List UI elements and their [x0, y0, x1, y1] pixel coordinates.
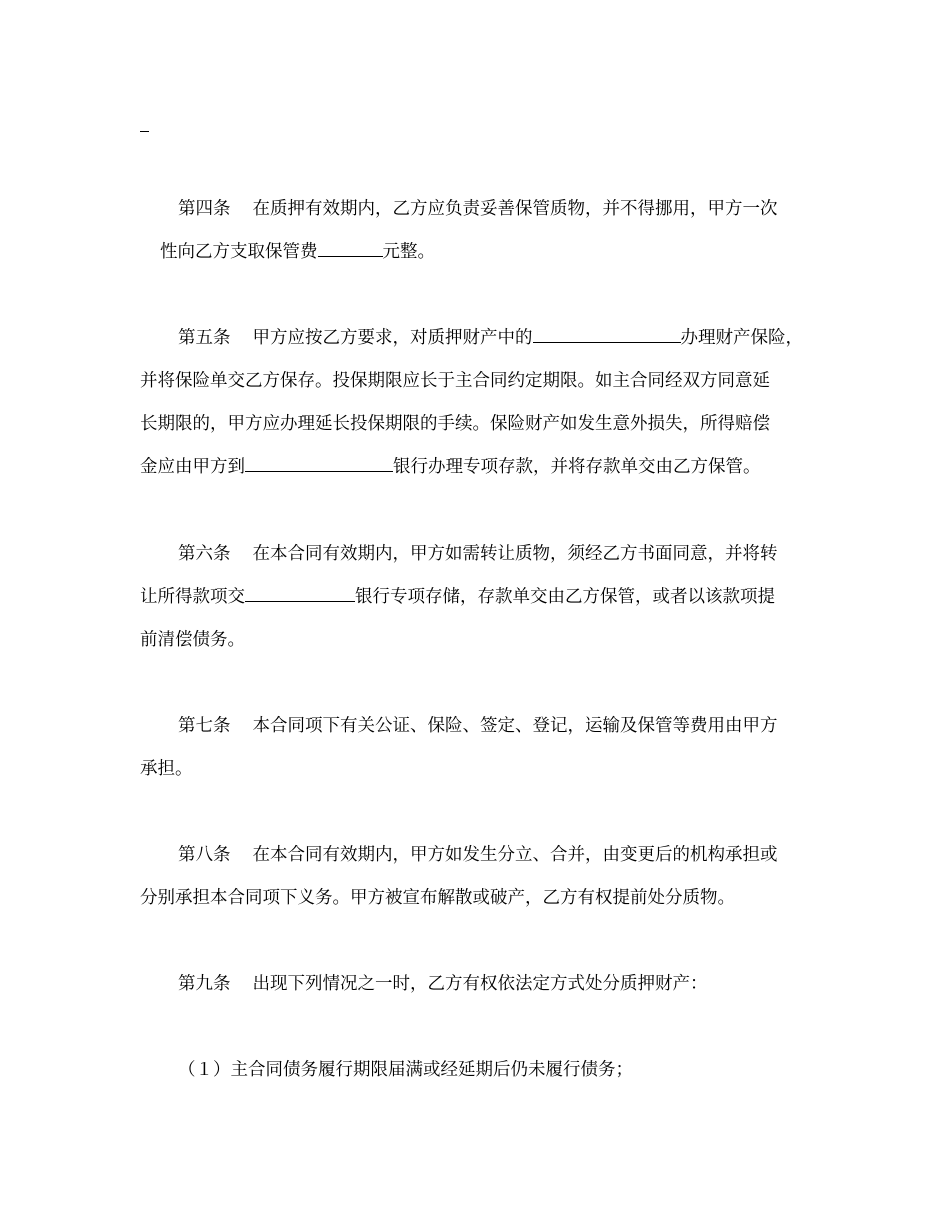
article-6-text-2a: 让所得款项交 — [140, 587, 245, 607]
article-7-text-2: 承担。 — [140, 759, 193, 779]
article-8-line-2 — [140, 886, 735, 910]
article-5-line-1 — [178, 326, 803, 350]
article-5-text-2: 并将保险单交乙方保存。投保期限应长于主合同约定期限。如主合同经双方同意延 — [140, 371, 770, 391]
article-4-text-2b: 元整。 — [382, 242, 435, 262]
article-6-line-1 — [178, 542, 778, 566]
article-4-text-1: 在质押有效期内，乙方应负责妥善保管质物，并不得挪用，甲方一次 — [252, 199, 778, 219]
article-5-line-2 — [140, 369, 770, 393]
article-6-text-3: 前清偿债务。 — [140, 630, 245, 650]
article-7-text-1: 本合同项下有关公证、保险、签定、登记，运输及保管等费用由甲方 — [252, 716, 778, 736]
list-item-1-text: （１）主合同债务履行期限届满或经延期后仍未履行债务； — [178, 1060, 633, 1080]
insured-item-blank — [533, 326, 681, 343]
article-6-line-3 — [140, 628, 245, 652]
article-6-line-2 — [140, 585, 775, 609]
article-8-label: 第八条 — [178, 845, 231, 865]
article-5-line-4 — [140, 455, 761, 479]
article-9-label: 第九条 — [178, 974, 231, 994]
bank-name-blank-1 — [245, 455, 393, 472]
fee-amount-blank — [318, 240, 383, 257]
article-9-text-1: 出现下列情况之一时，乙方有权依法定方式处分质押财产： — [252, 974, 708, 994]
article-5-line-3 — [140, 412, 770, 436]
article-5-text-1a: 甲方应按乙方要求，对质押财产中的 — [252, 328, 533, 348]
article-9-line-1 — [178, 972, 708, 996]
page-mark — [140, 131, 149, 132]
article-8-line-1 — [178, 843, 778, 867]
article-5-text-4b: 银行办理专项存款，并将存款单交由乙方保管。 — [393, 457, 761, 477]
article-5-text-1b: 办理财产保险， — [680, 328, 803, 348]
article-7-line-2 — [140, 757, 193, 781]
article-5-text-4a: 金应由甲方到 — [140, 457, 245, 477]
article-7-line-1 — [178, 714, 778, 738]
article-8-text-2: 分别承担本合同项下义务。甲方被宣布解散或破产，乙方有权提前处分质物。 — [140, 888, 735, 908]
article-6-text-2b: 银行专项存储，存款单交由乙方保管，或者以该款项提 — [355, 587, 775, 607]
article-6-label: 第六条 — [178, 544, 231, 564]
article-5-label: 第五条 — [178, 328, 231, 348]
article-4-line-1 — [178, 197, 778, 221]
list-item-1 — [178, 1058, 633, 1082]
article-4-line-2 — [160, 240, 435, 264]
bank-name-blank-2 — [245, 585, 355, 602]
article-4-label: 第四条 — [178, 199, 231, 219]
article-8-text-1: 在本合同有效期内，甲方如发生分立、合并，由变更后的机构承担或 — [252, 845, 778, 865]
article-7-label: 第七条 — [178, 716, 231, 736]
article-4-text-2a: 性向乙方支取保管费 — [160, 242, 318, 262]
article-6-text-1: 在本合同有效期内，甲方如需转让质物，须经乙方书面同意，并将转 — [252, 544, 778, 564]
article-5-text-3: 长期限的，甲方应办理延长投保期限的手续。保险财产如发生意外损失，所得赔偿 — [140, 414, 770, 434]
